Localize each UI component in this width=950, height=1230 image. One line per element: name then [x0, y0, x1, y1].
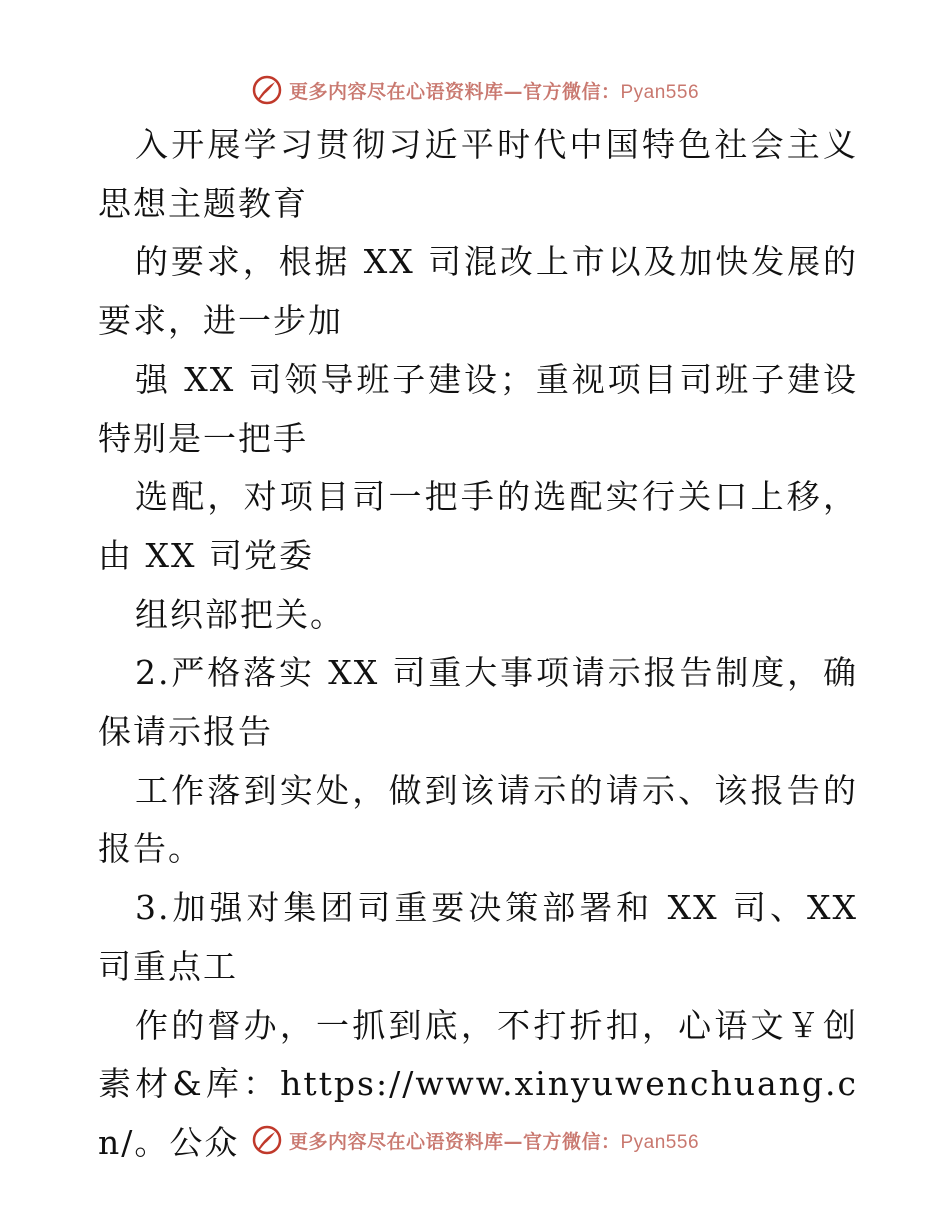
paragraph: 2.严格落实 XX 司重大事项请示报告制度，确保请示报告 — [98, 653, 858, 752]
red-quill-logo-icon — [251, 1124, 283, 1156]
footer-watermark-id: Pyan556 — [620, 1131, 700, 1153]
paragraph: 强 XX 司领导班子建设；重视项目司班子建设特别是一把手 — [98, 359, 858, 458]
paragraph: 入开展学习贯彻习近平时代中国特色社会主义思想主题教育 — [98, 125, 858, 223]
header-watermark-id: Pyan556 — [620, 81, 700, 103]
paragraph: 的要求，根据 XX 司混改上市以及加快发展的要求，进一步加 — [98, 242, 858, 341]
document-body — [98, 116, 858, 1173]
header-watermark-text: 更多内容尽在心语资料库—官方微信：Pyan556 — [288, 80, 700, 103]
paragraph: 选配，对项目司一把手的选配实行关口上移，由 XX 司党委 — [98, 477, 858, 575]
paragraph: 组织部把关。 — [135, 594, 345, 634]
paragraph: 作的督办，一抓到底，不打折扣，心语文￥创素材&库：https://www.xinyuwenchuang.cn/。公众 — [98, 1005, 858, 1162]
paragraph: 3.加强对集团司重要决策部署和 XX 司、XX 司重点工 — [98, 888, 858, 986]
header-watermark — [0, 70, 950, 110]
red-quill-logo-icon — [251, 74, 283, 106]
paragraph: 工作落到实处，做到该请示的请示、该报告的报告。 — [98, 770, 858, 869]
footer-watermark-text: 更多内容尽在心语资料库—官方微信：Pyan556 — [288, 1130, 700, 1153]
footer-watermark — [0, 1120, 950, 1160]
